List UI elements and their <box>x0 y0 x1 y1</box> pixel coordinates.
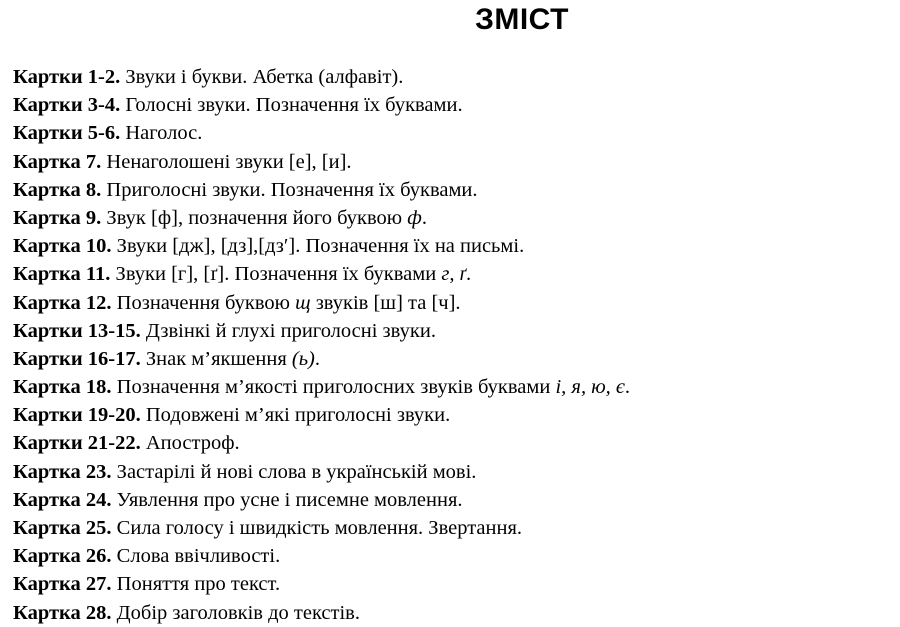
toc-entry-label: Картка 12. <box>13 291 112 314</box>
toc-entry-label: Картки 21-22. <box>13 432 141 455</box>
toc-entry-text-part: Приголосні звуки. Позначення їх буквами. <box>106 178 478 201</box>
toc-entry-text <box>125 94 462 116</box>
toc-entry-text-part: Звуки [дж], [дз],[дз′]. Позначення їх на письмі. <box>116 235 525 258</box>
toc-entry-text-part: Ненаголошені звуки [е], [и]. <box>106 150 352 173</box>
toc-entry <box>13 176 893 204</box>
toc-entry <box>13 570 893 598</box>
toc-entry-text <box>106 179 477 201</box>
toc-entry <box>13 63 893 91</box>
toc-entry <box>13 401 893 429</box>
toc-entry <box>13 599 893 627</box>
toc-entry <box>13 373 893 401</box>
toc-entry-text <box>106 207 427 229</box>
toc-entry-text <box>146 348 320 370</box>
toc-entry-text <box>117 376 630 398</box>
toc-entry-label: Картки 19-20. <box>13 404 141 427</box>
toc-entry-text <box>117 461 477 483</box>
toc-entry-text-part: звуків [ш] та [ч]. <box>310 291 461 314</box>
toc-entry <box>13 91 893 119</box>
toc-entry-text-part: Добір заголовків до текстів. <box>116 601 360 624</box>
toc-entry-text <box>117 545 281 567</box>
toc-entry-text <box>117 573 280 595</box>
toc-entry-text <box>117 602 360 624</box>
toc-entry-text-part: Апостроф. <box>145 432 240 455</box>
toc-entry-label: Картка 18. <box>13 376 112 399</box>
toc-entry-text-part: . <box>421 206 427 229</box>
toc-entry-text-part: Поняття про текст. <box>116 573 281 596</box>
toc-entry-label: Картки 16-17. <box>13 347 141 370</box>
toc-entry-text-part: Знак м’якшення <box>145 347 292 370</box>
toc-entry-label: Картка 27. <box>13 573 112 596</box>
toc-entry-italic-text: щ <box>295 291 311 314</box>
toc-entry-text <box>125 66 403 88</box>
toc-entry-text <box>146 320 436 342</box>
toc-entry-text <box>106 151 351 173</box>
toc-entry-label: Картка 26. <box>13 545 112 568</box>
toc-entry <box>13 429 893 457</box>
toc-entry-text-part: Звуки [г], [ґ]. Позначення їх буквами <box>115 263 442 286</box>
toc-entry-text-part: Звук [ф], позначення його буквою <box>106 206 408 229</box>
toc-entry-text-part: Слова ввічливості. <box>116 545 281 568</box>
toc-entry <box>13 345 893 373</box>
toc-entry-label: Картки 13-15. <box>13 319 141 342</box>
toc-entry <box>13 204 893 232</box>
toc-entry-label: Картки 3-4. <box>13 94 121 117</box>
toc-entry-text-part: Голосні звуки. Позначення їх буквами. <box>125 94 463 117</box>
toc-entry-text-part: . <box>466 263 472 286</box>
toc-entry-text-part: Подовжені м’які приголосні звуки. <box>145 404 451 427</box>
toc-entry-text-part: Сила голосу і швидкість мовлення. Звертання. <box>116 517 523 539</box>
toc-entry-label: Картка 8. <box>13 178 102 201</box>
toc-entry-text-part: Уявлення про усне і писемне мовлення. <box>116 488 463 511</box>
toc-entry-label: Картка 25. <box>13 517 112 539</box>
toc-entry-text-part: Звуки і букви. Абетка (алфавіт). <box>125 66 404 88</box>
toc-entry-text-part: Наголос. <box>125 122 203 145</box>
page-title: ЗМІСТ <box>475 3 569 36</box>
toc-entry-text-part: . <box>624 376 630 399</box>
toc-entry <box>13 289 893 317</box>
toc-entry-label: Картка 28. <box>13 601 112 624</box>
toc-entry-text <box>117 489 463 511</box>
toc-entry-italic-text: г, ґ <box>441 263 467 286</box>
toc-entry-text-part: Дзвінкі й глухі приголосні звуки. <box>145 319 436 342</box>
toc-entry-text <box>117 517 522 539</box>
toc-entry-label: Картка 9. <box>13 206 102 229</box>
toc-entry <box>13 260 893 288</box>
toc-entry-label: Картки 1-2. <box>13 66 121 88</box>
toc-entry <box>13 119 893 147</box>
toc-entry-label: Картка 10. <box>13 235 112 258</box>
toc-entry-label: Картка 24. <box>13 488 112 511</box>
toc-entry-label: Картка 7. <box>13 150 102 173</box>
toc-entry-text <box>116 263 472 285</box>
toc-entry-text <box>146 432 240 454</box>
toc-entry <box>13 458 893 486</box>
toc-entry-label: Картки 5-6. <box>13 122 121 145</box>
toc-entry-text <box>125 122 202 144</box>
toc-entry-text <box>117 235 525 257</box>
toc-entry-italic-text: і, я, ю, є <box>555 376 625 399</box>
toc-entry-italic-text: ф <box>407 206 422 229</box>
table-of-contents <box>13 63 893 627</box>
toc-entry-text-part: Застарілі й нові слова в українській мові. <box>116 460 477 483</box>
toc-entry-text <box>117 292 461 314</box>
toc-entry <box>13 317 893 345</box>
toc-entry <box>13 514 893 542</box>
toc-entry <box>13 232 893 260</box>
toc-entry-text-part: . <box>314 347 320 370</box>
toc-entry <box>13 542 893 570</box>
toc-entry <box>13 486 893 514</box>
toc-entry-text <box>146 404 450 426</box>
toc-entry-text-part: Позначення м’якості приголосних звуків буквами <box>116 376 556 399</box>
toc-entry-label: Картка 23. <box>13 460 112 483</box>
toc-entry-text-part: Позначення буквою <box>116 291 296 314</box>
toc-entry-label: Картка 11. <box>13 263 111 286</box>
toc-entry <box>13 148 893 176</box>
toc-entry-italic-text: (ь) <box>291 347 315 370</box>
